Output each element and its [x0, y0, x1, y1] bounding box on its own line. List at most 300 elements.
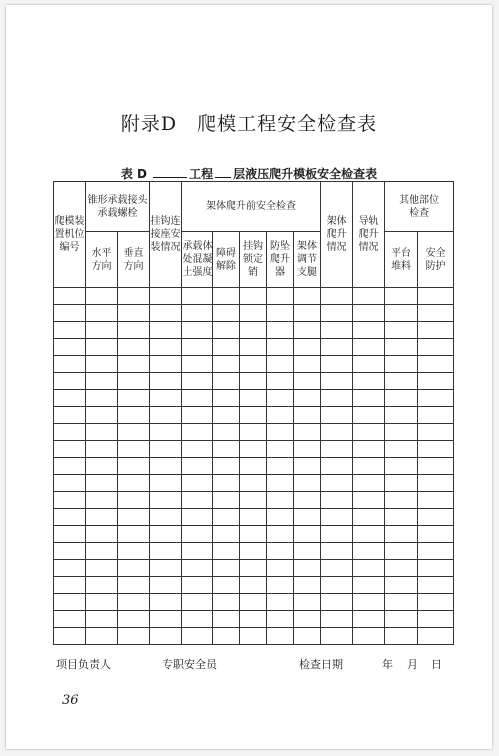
table-row	[54, 339, 454, 356]
table-cell[interactable]	[118, 509, 150, 526]
table-cell[interactable]	[182, 305, 213, 322]
project-name-blank[interactable]	[153, 165, 187, 178]
table-cell[interactable]	[150, 339, 182, 356]
table-cell[interactable]	[213, 594, 240, 611]
table-cell[interactable]	[353, 509, 385, 526]
table-cell[interactable]	[213, 424, 240, 441]
table-cell[interactable]	[385, 356, 418, 373]
table-cell[interactable]	[267, 509, 294, 526]
table-cell[interactable]	[182, 543, 213, 560]
table-cell[interactable]	[240, 339, 267, 356]
table-cell[interactable]	[86, 594, 118, 611]
table-cell[interactable]	[321, 509, 353, 526]
table-cell[interactable]	[385, 390, 418, 407]
table-cell[interactable]	[267, 373, 294, 390]
table-cell[interactable]	[86, 543, 118, 560]
table-cell[interactable]	[182, 526, 213, 543]
floor-blank[interactable]	[215, 165, 231, 178]
table-cell[interactable]	[353, 526, 385, 543]
table-cell[interactable]	[267, 526, 294, 543]
table-cell[interactable]	[353, 356, 385, 373]
table-cell[interactable]	[353, 458, 385, 475]
table-cell[interactable]	[353, 390, 385, 407]
header-frame-climb: 架体爬升情况	[321, 182, 353, 288]
table-cell[interactable]	[150, 526, 182, 543]
table-cell[interactable]	[213, 509, 240, 526]
table-cell[interactable]	[118, 492, 150, 509]
table-cell[interactable]	[385, 492, 418, 509]
table-cell[interactable]	[86, 560, 118, 577]
table-cell[interactable]	[86, 526, 118, 543]
table-cell[interactable]	[54, 390, 86, 407]
table-cell[interactable]	[294, 322, 321, 339]
table-cell[interactable]	[267, 424, 294, 441]
table-cell[interactable]	[321, 322, 353, 339]
table-cell[interactable]	[385, 509, 418, 526]
table-cell[interactable]	[118, 560, 150, 577]
table-cell[interactable]	[294, 424, 321, 441]
table-cell[interactable]	[213, 577, 240, 594]
table-cell[interactable]	[150, 424, 182, 441]
table-cell[interactable]	[294, 594, 321, 611]
table-cell[interactable]	[418, 628, 454, 645]
table-cell[interactable]	[86, 577, 118, 594]
safety-officer-label: 专职安全员	[162, 658, 217, 671]
table-cell[interactable]	[418, 509, 454, 526]
table-cell[interactable]	[385, 628, 418, 645]
table-cell[interactable]	[182, 339, 213, 356]
table-cell[interactable]	[182, 424, 213, 441]
table-cell[interactable]	[54, 373, 86, 390]
table-cell[interactable]	[150, 458, 182, 475]
table-cell[interactable]	[321, 611, 353, 628]
table-cell[interactable]	[150, 322, 182, 339]
table-row	[54, 560, 454, 577]
table-cell[interactable]	[182, 373, 213, 390]
table-cell[interactable]	[118, 577, 150, 594]
table-cell[interactable]	[321, 288, 353, 305]
table-cell[interactable]	[267, 390, 294, 407]
table-cell[interactable]	[182, 475, 213, 492]
table-cell[interactable]	[240, 611, 267, 628]
table-cell[interactable]	[321, 390, 353, 407]
check-date-label: 检查日期	[299, 658, 343, 671]
table-cell[interactable]	[118, 356, 150, 373]
table-cell[interactable]	[385, 611, 418, 628]
table-cell[interactable]	[182, 628, 213, 645]
table-cell[interactable]	[418, 475, 454, 492]
table-cell[interactable]	[294, 441, 321, 458]
table-cell[interactable]	[86, 407, 118, 424]
table-cell[interactable]	[267, 543, 294, 560]
table-cell[interactable]	[353, 322, 385, 339]
table-cell[interactable]	[418, 594, 454, 611]
table-cell[interactable]	[418, 560, 454, 577]
table-cell[interactable]	[267, 594, 294, 611]
table-cell[interactable]	[321, 560, 353, 577]
table-cell[interactable]	[54, 424, 86, 441]
table-cell[interactable]	[385, 526, 418, 543]
table-cell[interactable]	[182, 458, 213, 475]
table-cell[interactable]	[240, 356, 267, 373]
table-cell[interactable]	[353, 424, 385, 441]
table-cell[interactable]	[240, 288, 267, 305]
table-cell[interactable]	[321, 407, 353, 424]
table-cell[interactable]	[353, 288, 385, 305]
table-cell[interactable]	[54, 305, 86, 322]
table-cell[interactable]	[118, 322, 150, 339]
table-cell[interactable]	[213, 305, 240, 322]
table-cell[interactable]	[150, 390, 182, 407]
table-cell[interactable]	[54, 560, 86, 577]
table-cell[interactable]	[240, 560, 267, 577]
table-cell[interactable]	[385, 424, 418, 441]
table-cell[interactable]	[321, 594, 353, 611]
table-cell[interactable]	[182, 577, 213, 594]
table-cell[interactable]	[54, 611, 86, 628]
table-cell[interactable]	[118, 305, 150, 322]
table-cell[interactable]	[118, 611, 150, 628]
table-cell[interactable]	[321, 492, 353, 509]
table-row	[54, 288, 454, 305]
table-cell[interactable]	[213, 373, 240, 390]
table-cell[interactable]	[353, 611, 385, 628]
table-cell[interactable]	[240, 390, 267, 407]
table-cell[interactable]	[294, 339, 321, 356]
table-cell[interactable]	[118, 594, 150, 611]
table-cell[interactable]	[418, 288, 454, 305]
table-cell[interactable]	[240, 628, 267, 645]
table-cell[interactable]	[321, 628, 353, 645]
table-cell[interactable]	[54, 475, 86, 492]
page-title: 附录D 爬模工程安全检查表	[120, 113, 378, 135]
table-cell[interactable]	[150, 611, 182, 628]
table-cell[interactable]	[54, 526, 86, 543]
page-number: 36	[62, 693, 79, 708]
table-cell[interactable]	[240, 509, 267, 526]
table-cell[interactable]	[86, 509, 118, 526]
table-cell[interactable]	[213, 339, 240, 356]
table-cell[interactable]	[86, 356, 118, 373]
table-cell[interactable]	[267, 407, 294, 424]
table-cell[interactable]	[118, 441, 150, 458]
table-cell[interactable]	[150, 288, 182, 305]
table-cell[interactable]	[213, 560, 240, 577]
table-cell[interactable]	[54, 628, 86, 645]
table-cell[interactable]	[294, 373, 321, 390]
table-cell[interactable]	[353, 560, 385, 577]
table-cell[interactable]	[213, 322, 240, 339]
table-cell[interactable]	[240, 322, 267, 339]
table-cell[interactable]	[267, 577, 294, 594]
table-cell[interactable]	[418, 492, 454, 509]
table-cell[interactable]	[385, 475, 418, 492]
table-cell[interactable]	[353, 441, 385, 458]
table-cell[interactable]	[267, 356, 294, 373]
table-cell[interactable]	[118, 628, 150, 645]
table-cell[interactable]	[294, 458, 321, 475]
table-cell[interactable]	[294, 356, 321, 373]
table-cell[interactable]	[418, 458, 454, 475]
table-cell[interactable]	[150, 594, 182, 611]
table-cell[interactable]	[54, 356, 86, 373]
table-cell[interactable]	[54, 288, 86, 305]
table-cell[interactable]	[294, 526, 321, 543]
table-cell[interactable]	[150, 407, 182, 424]
table-cell[interactable]	[213, 356, 240, 373]
table-caption-part1: 工程	[189, 167, 214, 181]
table-cell[interactable]	[294, 288, 321, 305]
table-cell[interactable]	[294, 305, 321, 322]
table-cell[interactable]	[294, 628, 321, 645]
table-cell[interactable]	[321, 356, 353, 373]
table-cell[interactable]	[213, 526, 240, 543]
table-cell[interactable]	[86, 611, 118, 628]
table-row	[54, 475, 454, 492]
table-cell[interactable]	[213, 543, 240, 560]
table-cell[interactable]	[385, 577, 418, 594]
table-cell[interactable]	[385, 407, 418, 424]
table-cell[interactable]	[240, 475, 267, 492]
table-cell[interactable]	[385, 288, 418, 305]
table-cell[interactable]	[86, 322, 118, 339]
table-cell[interactable]	[321, 543, 353, 560]
table-cell[interactable]	[54, 509, 86, 526]
table-cell[interactable]	[150, 577, 182, 594]
table-row	[54, 322, 454, 339]
table-cell[interactable]	[294, 543, 321, 560]
header-row-2	[54, 232, 454, 288]
table-cell[interactable]	[150, 356, 182, 373]
table-cell[interactable]	[86, 288, 118, 305]
table-cell[interactable]	[353, 492, 385, 509]
table-cell[interactable]	[385, 594, 418, 611]
table-cell[interactable]	[150, 305, 182, 322]
table-cell[interactable]	[418, 424, 454, 441]
table-cell[interactable]	[118, 390, 150, 407]
table-cell[interactable]	[213, 288, 240, 305]
table-cell[interactable]	[294, 577, 321, 594]
table-cell[interactable]	[182, 441, 213, 458]
table-cell[interactable]	[321, 458, 353, 475]
table-cell[interactable]	[150, 628, 182, 645]
table-cell[interactable]	[294, 560, 321, 577]
table-cell[interactable]	[353, 475, 385, 492]
table-cell[interactable]	[86, 492, 118, 509]
table-cell[interactable]	[118, 543, 150, 560]
table-cell[interactable]	[353, 577, 385, 594]
table-cell[interactable]	[86, 424, 118, 441]
table-cell[interactable]	[385, 373, 418, 390]
table-cell[interactable]	[213, 611, 240, 628]
table-cell[interactable]	[294, 509, 321, 526]
table-cell[interactable]	[385, 339, 418, 356]
table-row	[54, 577, 454, 594]
table-cell[interactable]	[385, 322, 418, 339]
table-cell[interactable]	[267, 288, 294, 305]
table-cell[interactable]	[294, 390, 321, 407]
table-cell[interactable]	[240, 577, 267, 594]
table-cell[interactable]	[267, 305, 294, 322]
table-cell[interactable]	[418, 322, 454, 339]
table-cell[interactable]	[118, 458, 150, 475]
table-cell[interactable]	[213, 475, 240, 492]
table-cell[interactable]	[213, 407, 240, 424]
table-row	[54, 526, 454, 543]
table-cell[interactable]	[150, 373, 182, 390]
table-cell[interactable]	[86, 305, 118, 322]
table-cell[interactable]	[418, 441, 454, 458]
table-cell[interactable]	[240, 543, 267, 560]
table-cell[interactable]	[240, 407, 267, 424]
table-cell[interactable]	[54, 407, 86, 424]
table-cell[interactable]	[321, 441, 353, 458]
table-cell[interactable]	[118, 475, 150, 492]
table-row	[54, 390, 454, 407]
table-cell[interactable]	[353, 305, 385, 322]
table-cell[interactable]	[86, 458, 118, 475]
table-cell[interactable]	[118, 339, 150, 356]
table-cell[interactable]	[213, 390, 240, 407]
table-cell[interactable]	[321, 475, 353, 492]
table-cell[interactable]	[150, 441, 182, 458]
table-cell[interactable]	[267, 611, 294, 628]
table-cell[interactable]	[294, 611, 321, 628]
table-cell[interactable]	[86, 628, 118, 645]
table-row	[54, 424, 454, 441]
table-cell[interactable]	[240, 526, 267, 543]
table-cell[interactable]	[385, 560, 418, 577]
table-cell[interactable]	[118, 424, 150, 441]
table-cell[interactable]	[267, 492, 294, 509]
table-cell[interactable]	[54, 492, 86, 509]
table-cell[interactable]	[321, 305, 353, 322]
table-cell[interactable]	[54, 322, 86, 339]
table-cell[interactable]	[385, 441, 418, 458]
table-cell[interactable]	[418, 339, 454, 356]
table-cell[interactable]	[294, 475, 321, 492]
table-cell[interactable]	[150, 475, 182, 492]
table-cell[interactable]	[321, 339, 353, 356]
table-cell[interactable]	[240, 305, 267, 322]
table-cell[interactable]	[240, 373, 267, 390]
table-cell[interactable]	[182, 356, 213, 373]
table-cell[interactable]	[118, 288, 150, 305]
header-frame-support: 架体调节支腿	[294, 232, 321, 288]
table-cell[interactable]	[321, 577, 353, 594]
table-cell[interactable]	[182, 509, 213, 526]
table-cell[interactable]	[385, 458, 418, 475]
table-cell[interactable]	[418, 543, 454, 560]
table-cell[interactable]	[267, 441, 294, 458]
table-cell[interactable]	[385, 305, 418, 322]
table-cell[interactable]	[118, 407, 150, 424]
table-cell[interactable]	[353, 373, 385, 390]
table-cell[interactable]	[182, 322, 213, 339]
table-cell[interactable]	[353, 407, 385, 424]
table-cell[interactable]	[353, 594, 385, 611]
table-cell[interactable]	[86, 373, 118, 390]
table-caption-prefix: 表 D	[120, 167, 147, 181]
table-cell[interactable]	[353, 339, 385, 356]
table-cell[interactable]	[385, 543, 418, 560]
table-cell[interactable]	[418, 356, 454, 373]
table-cell[interactable]	[86, 441, 118, 458]
table-cell[interactable]	[321, 424, 353, 441]
table-cell[interactable]	[267, 560, 294, 577]
table-cell[interactable]	[54, 441, 86, 458]
table-cell[interactable]	[182, 390, 213, 407]
table-row	[54, 492, 454, 509]
table-cell[interactable]	[240, 458, 267, 475]
table-cell[interactable]	[240, 594, 267, 611]
table-cell[interactable]	[267, 322, 294, 339]
table-cell[interactable]	[118, 373, 150, 390]
table-cell[interactable]	[54, 543, 86, 560]
table-cell[interactable]	[54, 339, 86, 356]
table-cell[interactable]	[86, 390, 118, 407]
table-cell[interactable]	[182, 288, 213, 305]
table-cell[interactable]	[240, 424, 267, 441]
table-cell[interactable]	[267, 458, 294, 475]
table-cell[interactable]	[240, 441, 267, 458]
table-cell[interactable]	[353, 628, 385, 645]
table-cell[interactable]	[182, 407, 213, 424]
table-cell[interactable]	[86, 339, 118, 356]
table-cell[interactable]	[418, 373, 454, 390]
table-caption-part2: 层液压爬升模板安全检查表	[233, 167, 378, 181]
table-cell[interactable]	[240, 492, 267, 509]
table-cell[interactable]	[321, 526, 353, 543]
table-cell[interactable]	[294, 492, 321, 509]
table-cell[interactable]	[267, 628, 294, 645]
table-cell[interactable]	[54, 577, 86, 594]
table-cell[interactable]	[213, 492, 240, 509]
table-cell[interactable]	[213, 458, 240, 475]
table-cell[interactable]	[418, 526, 454, 543]
project-leader-label: 项目负责人	[56, 658, 111, 671]
table-cell[interactable]	[150, 509, 182, 526]
table-cell[interactable]	[182, 594, 213, 611]
table-cell[interactable]	[213, 441, 240, 458]
table-row	[54, 305, 454, 322]
table-cell[interactable]	[150, 543, 182, 560]
table-cell[interactable]	[267, 475, 294, 492]
table-row	[54, 373, 454, 390]
table-cell[interactable]	[267, 339, 294, 356]
table-cell[interactable]	[182, 560, 213, 577]
table-cell[interactable]	[418, 390, 454, 407]
table-cell[interactable]	[294, 407, 321, 424]
table-cell[interactable]	[353, 543, 385, 560]
table-cell[interactable]	[418, 407, 454, 424]
table-cell[interactable]	[182, 492, 213, 509]
table-cell[interactable]	[213, 628, 240, 645]
table-cell[interactable]	[418, 305, 454, 322]
table-cell[interactable]	[321, 373, 353, 390]
table-row	[54, 628, 454, 645]
header-row-1	[54, 182, 454, 232]
table-cell[interactable]	[418, 611, 454, 628]
table-cell[interactable]	[150, 492, 182, 509]
table-cell[interactable]	[182, 611, 213, 628]
table-cell[interactable]	[118, 526, 150, 543]
table-cell[interactable]	[418, 577, 454, 594]
table-cell[interactable]	[150, 560, 182, 577]
table-cell[interactable]	[54, 458, 86, 475]
table-cell[interactable]	[54, 594, 86, 611]
table-cell[interactable]	[86, 475, 118, 492]
